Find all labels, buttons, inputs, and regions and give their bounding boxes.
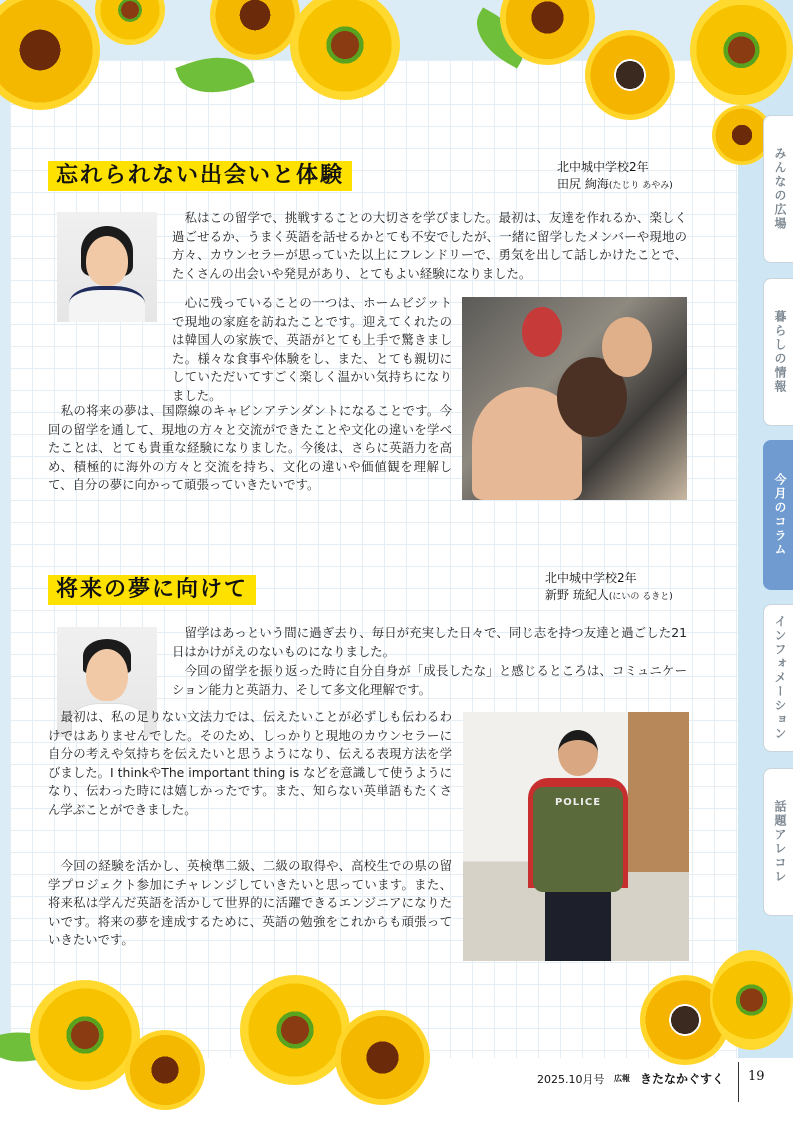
article1-name: 田尻 絢海 [557,177,609,191]
sunflower-icon [95,0,165,45]
sunflower-icon [30,980,140,1090]
tab-kurashi-no-joho[interactable]: 暮らしの情報 [763,278,793,426]
article1-group-photo [462,297,687,500]
door-shape [628,712,689,872]
article2-school: 北中城中学校2年 [545,571,637,585]
article2-paragraph-4: 今回の経験を活かし、英検準二級、二級の取得や、高校生での県の留学プロジェクト参加にチャレンジしていきたいと思っています。また、将来私は学んだ英語を活かして世界的に活躍できるエンジニアになりたいです。将来の夢を達成するために、英語の勉強をこれからも頑張っていきたいです。 [48,858,452,948]
friend-figure [522,307,562,357]
article2-author [545,570,673,606]
article1-reading: (たじり あやみ) [608,181,673,191]
sunflower-icon [710,950,793,1050]
tab-information[interactable]: インフォメーション [763,604,793,752]
article2-reading: (にいの るきと) [608,592,673,602]
sunflower-icon [690,0,793,105]
article2-police-vest-photo [463,712,689,961]
vest-label: POLICE [554,797,602,808]
article2-paragraph-2: 今回の留学を振り返った時に自分自身が「成長したな」と感じるところは、コミュニケーション能力と英語力、そして多文化理解です。 [172,663,687,697]
page-number: 19 [748,1069,765,1084]
footer-publication-tag: 広報 [614,1074,630,1083]
article1-title: 忘れられない出会いと体験 [48,161,352,191]
article1-paragraph-1: 私はこの留学で、挑戦することの大切さを学びました。最初は、友達を作れるか、楽しく過ごせるか、うまく英語を話せるかとても不安でしたが、一緒に留学したメンバーや現地の方々、カウンセラーが思っていた以上にフレンドリーで、勇気を出して話しかけたことで、たくさんの出会いや発見があり、とてもよい経験になりました。 [172,210,687,281]
tab-kongetsu-no-column[interactable]: 今月のコラム [763,440,793,590]
face-shape [86,649,128,701]
article1-name-line [557,176,673,195]
police-vest [533,787,623,892]
article2-paragraph-1: 留学はあっという間に過ぎ去り、毎日が充実した日々で、同じ志を持つ友達と過ごした21日はかけがえのないものになりました。 [172,625,687,659]
footer-divider [738,1062,739,1102]
article2-name-line [545,587,673,606]
dark-pants [545,892,611,961]
face-shape [86,236,128,286]
sunflower-icon [210,0,300,60]
footer-issue: 2025.10月号 [537,1073,605,1086]
sunflower-icon [585,30,675,120]
boy-head [558,730,598,776]
friend-figure [602,317,652,377]
sunflower-icon [335,1010,430,1105]
article1-paragraph-3: 私の将来の夢は、国際線のキャビンアテンダントになることです。今回の留学を通して、現地の方々と交流ができたことや文化の違いを学べたことは、とても貴重な経験になりました。今後は、さらに英語力を高め、積極的に海外の方々と交流を持ち、文化の違いや価値観を理解して、自分の夢に向かって頑張っていきたいです。 [48,403,452,493]
sunflower-icon [240,975,350,1085]
tab-wadai-arekore[interactable]: 話題アレコレ [763,768,793,916]
sunflower-icon [125,1030,205,1110]
footer-publication: きたなかぐすく [640,1072,725,1086]
article1-paragraph-2: 心に残っていることの一つは、ホームビジットで現地の家庭を訪ねたことです。迎えてくれたのは韓国人の家族で、英語がとても上手で驚きました。様々な食事や体験をし、また、とても親切にしていただいてすごく楽しく温かい気持ちになりました。 [172,295,452,403]
article2-name: 新野 琉紀人 [545,588,609,602]
article1-school: 北中城中学校2年 [557,160,649,174]
article2-paragraph-3: 最初は、私の足りない文法力では、伝えたいことが必ずしも伝わるわけではありませんでした。そのため、しっかりと現地のカウンセラーに自分の考えや気持ちを伝えたいと思うようになり、伝える表現方法を学びました。I thinkやThe important thing is などを意識して使うようになり、伝わった時には嬉しかったです。また、知らない英単語もたくさん学ぶことができました。 [48,709,452,817]
article1-author [557,159,673,195]
article2-title: 将来の夢に向けて [48,575,256,605]
uniform-shape [69,286,145,322]
article1-portrait [57,212,157,322]
tab-minna-no-hiroba[interactable]: みんなの広場 [763,115,793,263]
